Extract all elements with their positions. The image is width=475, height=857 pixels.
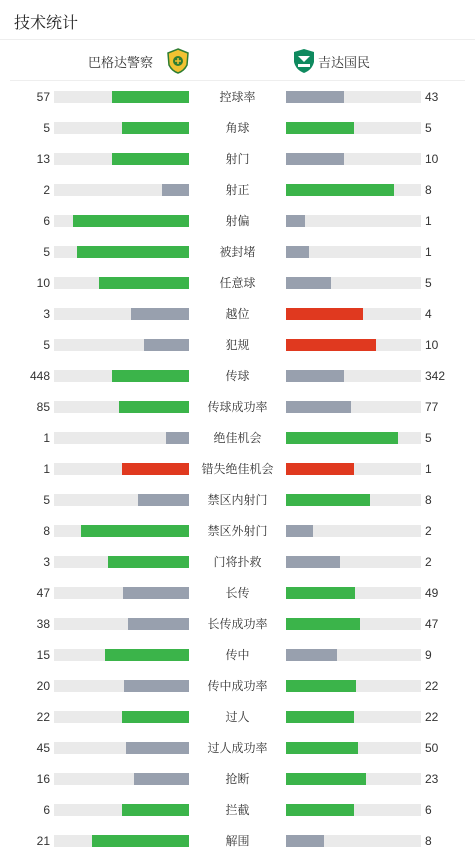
stat-row [0,616,475,632]
away-bar-fill [286,153,344,165]
away-bar-track [286,91,421,103]
home-bar-fill [73,215,189,227]
away-bar-fill [286,587,355,599]
home-bar-track [54,773,189,785]
home-value: 5 [43,121,50,135]
home-bar-track [54,525,189,537]
home-bar-track [54,184,189,196]
away-bar-fill [286,432,398,444]
stat-label: 任意球 [219,276,256,290]
home-bar-fill [112,91,189,103]
away-bar-track [286,184,421,196]
away-bar-fill [286,401,351,413]
stat-label: 控球率 [219,90,256,104]
home-value: 3 [43,555,50,569]
away-value: 1 [425,462,432,476]
away-value: 23 [425,772,439,786]
home-value: 448 [29,369,50,383]
home-value: 6 [43,803,50,817]
page-title: 技术统计 [14,15,79,32]
home-bar-track [54,804,189,816]
home-bar-fill [138,494,189,506]
away-bar-fill [286,649,337,661]
away-value: 47 [425,617,439,631]
away-bar-fill [286,525,313,537]
away-bar-track [286,773,421,785]
home-bar-track [54,587,189,599]
home-value: 38 [36,617,50,631]
away-value: 77 [425,400,439,414]
stat-row [0,678,475,694]
stat-row [0,802,475,818]
away-value: 49 [425,586,439,600]
stat-row [0,337,475,353]
away-bar-track [286,401,421,413]
away-bar-fill [286,122,354,134]
home-bar-fill [134,773,189,785]
home-bar-track [54,401,189,413]
home-bar-fill [162,184,189,196]
away-bar-track [286,618,421,630]
stat-label: 越位 [225,307,250,321]
away-value: 6 [425,803,432,817]
stat-row [0,740,475,756]
stat-row [0,306,475,322]
away-value: 10 [425,338,439,352]
away-bar-track [286,463,421,475]
header [0,0,475,40]
stat-label: 犯规 [225,338,250,352]
stat-label: 禁区内射门 [207,493,268,507]
home-value: 6 [43,214,50,228]
stat-row [0,368,475,384]
stat-row [0,213,475,229]
home-bar-track [54,339,189,351]
home-value: 22 [36,710,50,724]
away-bar-track [286,835,421,847]
home-bar-fill [166,432,189,444]
home-bar-fill [81,525,189,537]
away-bar-track [286,711,421,723]
away-value: 50 [425,741,439,755]
stat-label: 射门 [225,152,250,166]
stat-row [0,554,475,570]
away-bar-track [286,308,421,320]
away-team-logo-icon[interactable] [292,48,316,74]
stat-label: 门将扑救 [213,555,262,569]
home-bar-track [54,91,189,103]
home-bar-fill [112,370,189,382]
home-value: 8 [43,524,50,538]
home-value: 1 [43,431,50,445]
stat-label: 被封堵 [219,245,256,259]
stat-row [0,244,475,260]
away-value: 1 [425,245,432,259]
away-value: 8 [425,493,432,507]
away-bar-fill [286,339,376,351]
stat-row [0,585,475,601]
home-bar-track [54,680,189,692]
home-team-logo-icon[interactable] [166,48,190,74]
away-bar-fill [286,246,309,258]
away-bar-track [286,215,421,227]
away-bar-track [286,153,421,165]
home-value: 13 [36,152,50,166]
away-bar-track [286,804,421,816]
away-bar-track [286,339,421,351]
home-bar-track [54,494,189,506]
stat-row [0,151,475,167]
stat-row [0,833,475,849]
home-bar-track [54,432,189,444]
away-bar-track [286,742,421,754]
stat-row [0,709,475,725]
home-bar-fill [119,401,189,413]
home-bar-fill [99,277,189,289]
away-bar-track [286,556,421,568]
stat-row [0,89,475,105]
away-bar-track [286,370,421,382]
away-bar-track [286,525,421,537]
home-value: 10 [36,276,50,290]
away-bar-fill [286,804,354,816]
home-bar-track [54,153,189,165]
away-value: 10 [425,152,439,166]
stat-row [0,492,475,508]
stat-label: 过人成功率 [207,741,268,755]
home-bar-track [54,215,189,227]
home-bar-track [54,649,189,661]
stat-row [0,647,475,663]
stat-row [0,120,475,136]
away-bar-fill [286,91,344,103]
home-team-name[interactable]: 巴格达警察 [87,55,153,70]
away-bar-fill [286,773,366,785]
home-bar-fill [126,742,189,754]
away-value: 5 [425,121,432,135]
home-value: 47 [36,586,50,600]
away-bar-track [286,587,421,599]
away-bar-fill [286,835,324,847]
away-value: 2 [425,555,432,569]
away-bar-track [286,680,421,692]
home-bar-fill [128,618,189,630]
stat-label: 角球 [225,121,250,135]
home-bar-track [54,277,189,289]
home-bar-fill [123,587,189,599]
away-bar-track [286,494,421,506]
stat-label: 长传 [225,586,250,600]
away-value: 22 [425,679,439,693]
home-bar-track [54,246,189,258]
home-value: 5 [43,493,50,507]
home-bar-fill [131,308,189,320]
stat-row [0,399,475,415]
away-bar-fill [286,742,358,754]
away-bar-track [286,649,421,661]
away-value: 5 [425,431,432,445]
home-bar-track [54,618,189,630]
home-value: 5 [43,338,50,352]
home-bar-fill [144,339,189,351]
stat-label: 传球 [225,369,250,383]
away-value: 342 [425,369,446,383]
home-value: 15 [36,648,50,662]
home-bar-fill [122,804,190,816]
home-value: 57 [36,90,50,104]
away-bar-fill [286,308,363,320]
stat-label: 错失绝佳机会 [201,462,274,476]
away-bar-track [286,277,421,289]
home-bar-track [54,308,189,320]
away-bar-fill [286,556,340,568]
stat-label: 传中 [225,648,250,662]
stat-row [0,275,475,291]
home-bar-track [54,122,189,134]
away-bar-fill [286,370,344,382]
home-value: 2 [43,183,50,197]
away-value: 5 [425,276,432,290]
stat-label: 射偏 [225,214,250,228]
home-bar-track [54,835,189,847]
stat-label: 禁区外射门 [207,524,268,538]
home-bar-fill [108,556,189,568]
away-bar-fill [286,463,354,475]
away-bar-fill [286,184,394,196]
home-value: 85 [36,400,50,414]
away-value: 9 [425,648,432,662]
home-bar-fill [77,246,189,258]
away-bar-fill [286,711,354,723]
home-bar-fill [122,463,190,475]
home-bar-track [54,463,189,475]
home-value: 1 [43,462,50,476]
away-bar-fill [286,680,356,692]
home-value: 16 [36,772,50,786]
home-value: 3 [43,307,50,321]
home-value: 45 [36,741,50,755]
stat-row [0,182,475,198]
stat-row [0,461,475,477]
away-bar-fill [286,215,305,227]
stat-label: 拦截 [225,803,250,817]
stat-label: 传球成功率 [207,400,268,414]
home-value: 21 [36,834,50,848]
away-value: 22 [425,710,439,724]
home-value: 20 [36,679,50,693]
home-bar-fill [122,711,190,723]
home-bar-fill [124,680,189,692]
home-bar-fill [92,835,189,847]
stat-label: 射正 [225,183,250,197]
away-bar-fill [286,494,370,506]
away-team-name[interactable]: 吉达国民 [318,55,371,70]
away-bar-fill [286,277,331,289]
away-bar-fill [286,618,360,630]
home-bar-track [54,370,189,382]
away-value: 2 [425,524,432,538]
home-bar-track [54,742,189,754]
away-value: 8 [425,834,432,848]
home-bar-fill [112,153,189,165]
stat-label: 抢断 [225,772,250,786]
stat-label: 传中成功率 [207,679,268,693]
stat-row [0,771,475,787]
away-bar-track [286,122,421,134]
home-bar-track [54,556,189,568]
stat-label: 绝佳机会 [213,431,262,445]
away-bar-track [286,246,421,258]
home-bar-fill [122,122,190,134]
stat-label: 过人 [225,710,250,724]
home-value: 5 [43,245,50,259]
stat-row [0,430,475,446]
away-value: 4 [425,307,432,321]
teams-bar [10,40,465,81]
home-bar-fill [105,649,189,661]
away-value: 43 [425,90,439,104]
stat-row [0,523,475,539]
home-bar-track [54,711,189,723]
away-value: 1 [425,214,432,228]
away-bar-track [286,432,421,444]
stat-label: 解围 [225,834,250,848]
stat-label: 长传成功率 [207,617,268,631]
away-value: 8 [425,183,432,197]
